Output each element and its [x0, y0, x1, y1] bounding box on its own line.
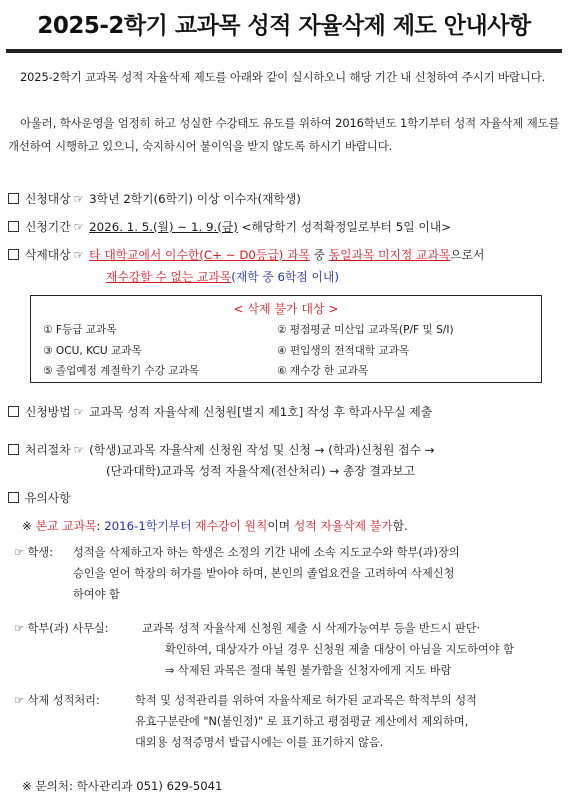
note-office-label-text: 학부(과) 사무실: [27, 622, 109, 635]
pointing-hand-icon: ☞ [73, 220, 85, 234]
note-records-label [14, 690, 100, 711]
item-period-note: <해당학기 성적확정일로부터 5일 이내> [241, 220, 452, 234]
item-process-line-1: (학생)교과목 자율삭제 신청원 작성 및 신청 → (학과)신청원 접수 → [89, 443, 435, 457]
exclusion-item: ⑥ 재수강 한 교과목 [277, 365, 369, 377]
pointing-hand-icon: ☞ [73, 405, 85, 419]
item-deletion [8, 244, 560, 266]
item-method-value: 교과목 성적 자율삭제 신청원[별지 제1호] 작성 후 학과사무실 제출 [89, 405, 433, 419]
deletion-tail-text: 으로서 [450, 248, 485, 262]
checkbox-icon [8, 444, 19, 455]
exclusion-item: ② 평점평균 미산입 교과목(P/F 및 S/I) [277, 324, 454, 336]
note-office-line-3: ⇒ 삭제된 과목은 절대 복원 불가함을 신청자에게 지도 바람 [165, 664, 452, 677]
intro-paragraph-2: 아울러, 학사운영을 엄정히 하고 성실한 수강태도 유도를 위하여 2016학년도 1학기부터 성적 자율삭제 제도를 개선하여 시행하고 있으니, 숙지하시어 불이익을 받지 않도록 하시기 바랍니다. [8, 116, 560, 153]
item-target [8, 188, 560, 210]
notice-a: 본교 교과목 [35, 519, 97, 533]
item-period-label: 신청기간 [25, 220, 71, 234]
pointing-hand-icon: ☞ [73, 248, 85, 262]
notice-c: 2016-1학기부터 [104, 519, 196, 533]
exclusion-item: ③ OCU, KCU 교과목 [43, 345, 142, 357]
note-student-line-3: 하여야 함 [73, 588, 120, 601]
exclusion-item: ④ 편입생의 전적대학 교과목 [277, 345, 410, 357]
item-process-label: 처리절차 [25, 443, 71, 457]
item-process-line-2: (단과대학)교과목 성적 자율삭제(전산처리) → 총장 결과보고 [106, 464, 416, 478]
checkbox-icon [8, 249, 19, 260]
exclusion-item: ⑤ 졸업예정 계절학기 수강 교과목 [43, 365, 200, 377]
note-student-label-text: 학생: [27, 546, 53, 559]
note-student [14, 542, 560, 608]
note-student-label [14, 542, 53, 563]
contact-footer: ※ 문의처: 학사관리과 051) 629-5041 [22, 779, 223, 793]
pointing-hand-icon: ☞ [73, 192, 85, 206]
note-student-line-2: 승인을 얻어 학장의 허가를 받아야 하며, 본인의 졸업요건을 고려하여 삭제신청 [73, 567, 455, 580]
note-records-line-2: 유효구분란에 "N(불인정)" 로 표기하고 평점평균 계산에서 제외하며, [135, 715, 469, 728]
note-records [14, 690, 560, 756]
note-records-line-1: 학적 및 성적관리를 위하여 자율삭제로 허가된 교과목은 학적부의 성적 [135, 694, 477, 707]
note-mark-icon: ※ [22, 519, 32, 533]
deletion-mid-text: 중 [309, 248, 329, 262]
note-records-label-text: 삭제 성적처리: [27, 694, 100, 707]
deletion-red-text-1: 타 대학교에서 이수한(C+ ~ D0등급) 과목 [89, 248, 310, 262]
item-target-value: 3학년 2학기(6학기) 이상 이수자(재학생) [89, 192, 301, 206]
title-underline [6, 49, 562, 53]
pointing-hand-icon: ☞ [14, 694, 25, 707]
item-period-date: 2026. 1. 5.(월) ~ 1. 9.(금) [89, 220, 238, 234]
item-method-label: 신청방법 [25, 405, 71, 419]
item-process [8, 439, 560, 461]
pointing-hand-icon: ☞ [14, 546, 25, 559]
note-office-label [14, 618, 109, 639]
checkbox-icon [8, 193, 19, 204]
deletion-red-text-3: 재수강할 수 없는 교과목 [106, 270, 232, 284]
item-method [8, 401, 560, 423]
exclusion-item: ① F등급 교과목 [43, 324, 117, 336]
note-office [14, 618, 560, 684]
notice-f: 성적 자율삭제 불가 [293, 519, 393, 533]
checkbox-icon [8, 492, 19, 503]
exclusion-box [30, 295, 542, 383]
note-student-line-1: 성적을 삭제하고자 하는 학생은 소정의 기간 내에 소속 지도교수와 학부(과)장의 [73, 546, 460, 559]
pointing-hand-icon: ☞ [73, 443, 85, 457]
checkbox-icon [8, 406, 19, 417]
exclusion-title: < 삭제 불가 대상 > [233, 302, 339, 316]
item-notes-label: 유의사항 [25, 491, 71, 505]
pointing-hand-icon: ☞ [14, 622, 25, 635]
item-deletion-continuation [106, 266, 339, 288]
item-period [8, 216, 560, 238]
deletion-blue-text: (재학 중 6학점 이내) [231, 270, 339, 284]
checkbox-icon [8, 221, 19, 232]
intro-paragraph-1: 2025-2학기 교과목 성적 자율삭제 제도를 아래와 같이 실시하오니 해당 기간 내 신청하여 주시기 바랍니다. [20, 70, 546, 84]
page-title: 2025-2학기 교과목 성적 자율삭제 제도 안내사항 [37, 13, 531, 39]
note-office-line-2: 확인하여, 대상자가 아닐 경우 신청원 제출 대상이 아님을 지도하여야 함 [165, 643, 514, 656]
deletion-red-text-2: 동일과목 미지정 교과목 [328, 248, 451, 262]
note-office-line-1: 교과목 성적 자율삭제 신청원 제출 시 삭제가능여부 등을 반드시 판단· [142, 622, 481, 635]
school-course-notice [22, 515, 568, 537]
notice-g: 함. [392, 519, 408, 533]
notice-b: : [96, 519, 105, 533]
item-notes [8, 487, 560, 509]
item-deletion-label: 삭제대상 [25, 248, 71, 262]
notice-e: 이며 [267, 519, 294, 533]
notice-d: 재수강이 원칙 [195, 519, 268, 533]
note-records-line-3: 대외용 성적증명서 발급시에는 이를 표기하지 않음. [135, 736, 384, 749]
item-target-label: 신청대상 [25, 192, 71, 206]
